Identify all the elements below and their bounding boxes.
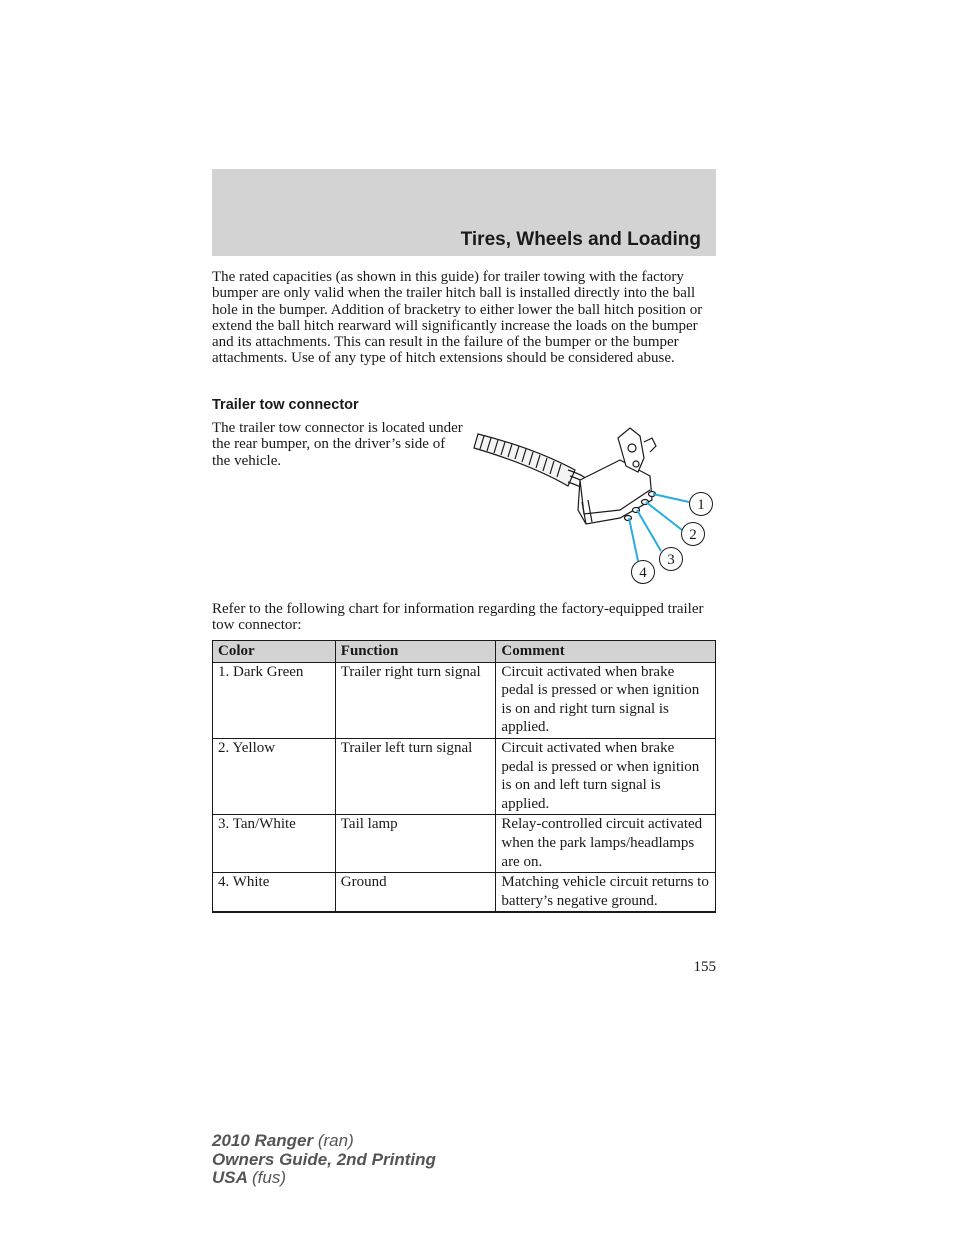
cell-color: 3. Tan/White [213, 815, 336, 873]
cell-function: Trailer right turn signal [335, 662, 496, 738]
cell-comment: Matching vehicle circuit returns to battery’s negative ground. [496, 873, 716, 913]
cell-color: 2. Yellow [213, 738, 336, 814]
table-header-row [213, 641, 716, 663]
cell-comment: Circuit activated when brake pedal is pressed or when ignition is on and left turn signal is applied. [496, 738, 716, 814]
footer-model: 2010 Ranger [212, 1131, 314, 1150]
wire-harness-illustration [474, 428, 656, 524]
footer-line-2: Owners Guide, 2nd Printing [212, 1149, 436, 1169]
footer-market: USA [212, 1168, 248, 1187]
document-footer [212, 1132, 436, 1188]
cell-color: 4. White [213, 873, 336, 913]
footer-market-code: (fus) [252, 1168, 286, 1187]
callout-label-4: 4 [639, 565, 647, 581]
column-header-function: Function [335, 641, 496, 663]
page-number: 155 [693, 959, 716, 975]
section-header-band [212, 169, 716, 256]
intro-paragraph: The rated capacities (as shown in this guide) for trailer towing with the factory bumper are only valid when the trailer hitch ball is installed directly into the ball hole in the bumper. Addition of bracketry to either lower the ball hitch position or extend the ball hitch rearward will significantly increase the loads on the bumper and its attachments. This can result in the failure of the bumper or the bumper attachments. Use of any type of hitch extensions should be considered abuse. [212, 269, 703, 367]
cell-comment: Relay-controlled circuit activated when the park lamps/headlamps are on. [496, 815, 716, 873]
table-row [213, 662, 716, 738]
column-header-comment: Comment [496, 641, 716, 663]
cell-comment: Circuit activated when brake pedal is pressed or when ignition is on and right turn signal is applied. [496, 662, 716, 738]
cell-color: 1. Dark Green [213, 662, 336, 738]
callout-label-3: 3 [667, 552, 675, 568]
cell-function: Trailer left turn signal [335, 738, 496, 814]
table-row [213, 738, 716, 814]
cell-function: Tail lamp [335, 815, 496, 873]
table-row [213, 815, 716, 873]
footer-line-3 [212, 1169, 436, 1188]
footer-model-code: (ran) [317, 1131, 354, 1150]
cell-function: Ground [335, 873, 496, 913]
section-title: Tires, Wheels and Loading [460, 229, 701, 250]
trailer-connector-diagram [470, 418, 720, 588]
callout-label-1: 1 [697, 497, 705, 513]
column-header-color: Color [213, 641, 336, 663]
chart-intro-text: Refer to the following chart for information regarding the factory-equipped trailer tow connector: [212, 601, 704, 634]
table-row [213, 873, 716, 913]
trailer-tow-connector-heading: Trailer tow connector [212, 397, 359, 413]
connector-description: The trailer tow connector is located under the rear bumper, on the driver’s side of the vehicle. [212, 420, 463, 469]
callout-label-2: 2 [689, 527, 697, 543]
connector-wiring-table [212, 640, 716, 913]
footer-line-1 [212, 1132, 436, 1151]
